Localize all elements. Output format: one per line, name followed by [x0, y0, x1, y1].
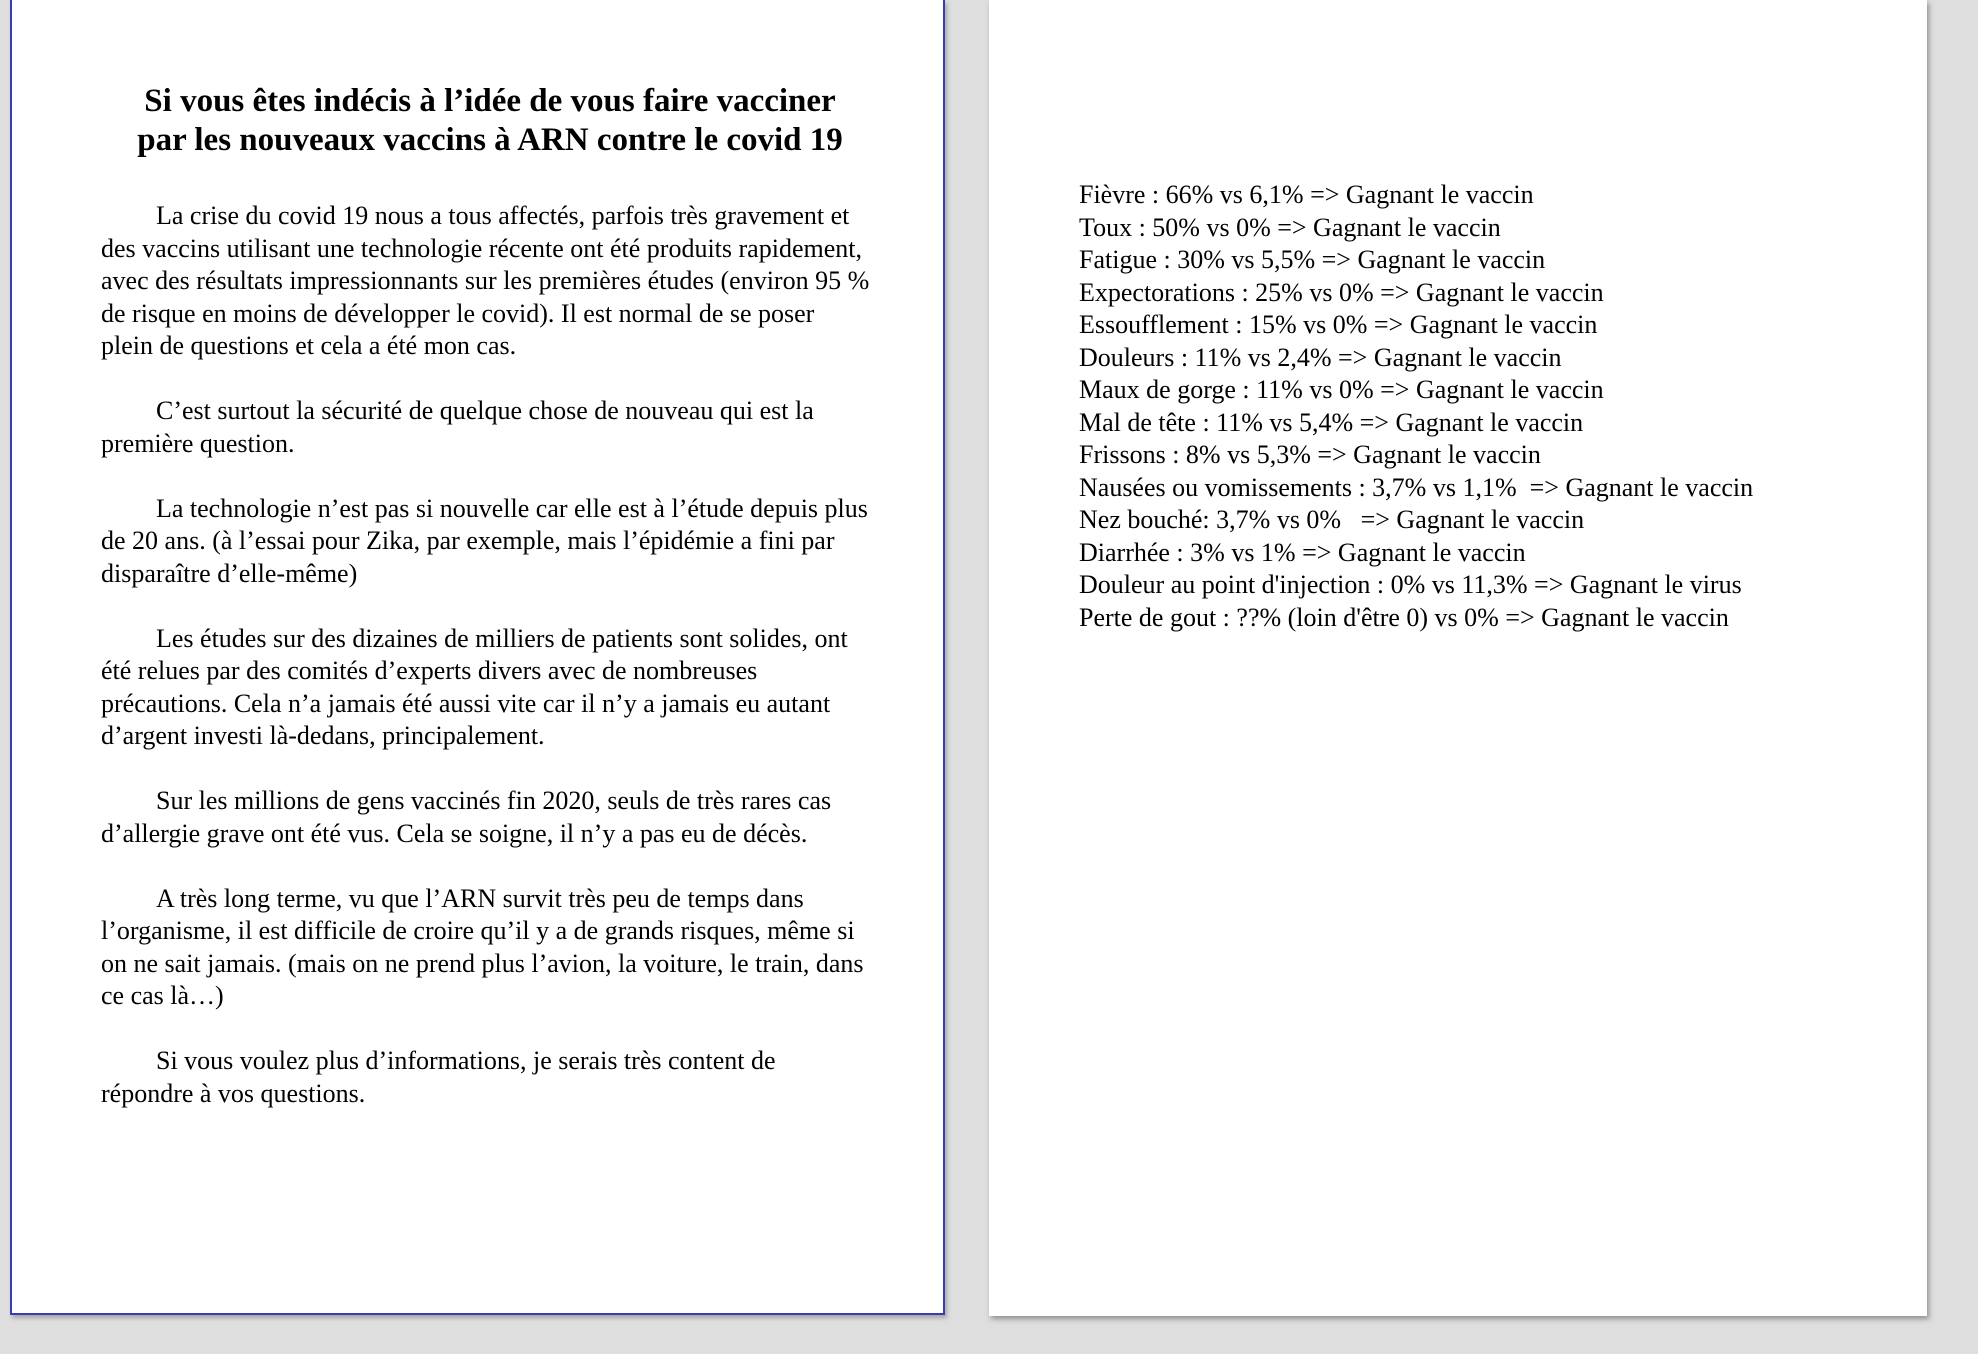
- list-item: Fatigue : 30% vs 5,5% => Gagnant le vaccin: [1079, 245, 1546, 274]
- list-item: Expectorations : 25% vs 0% => Gagnant le vaccin: [1079, 277, 1604, 307]
- list-item: Douleur au point d'injection : 0% vs 11,3% => Gagnant le virus: [1079, 570, 1742, 599]
- paragraph-contact: Si vous voulez plus d’informations, je serais très content de répondre à vos questions.: [101, 1046, 776, 1108]
- symptom-comparison-list: [1079, 179, 1899, 634]
- list-item: Douleurs : 11% vs 2,4% => Gagnant le vaccin: [1079, 342, 1562, 372]
- list-item: Maux de gorge : 11% vs 0% => Gagnant le vaccin: [1079, 375, 1604, 404]
- list-item: Toux : 50% vs 0% => Gagnant le vaccin: [1079, 212, 1501, 242]
- list-item: Perte de gout : ??% (loin d'être 0) vs 0% => Gagnant le vaccin: [1079, 602, 1729, 632]
- list-item: Nez bouché: 3,7% vs 0% => Gagnant le vaccin: [1079, 505, 1585, 534]
- list-item: Frissons : 8% vs 5,3% => Gagnant le vaccin: [1079, 440, 1541, 469]
- paragraph-covid-crisis: La crise du covid 19 nous a tous affectés, parfois très gravement et des vaccins utilisant une technologie récente ont été produits rapidement, avec des résultats impressionnants sur les premières études (environ 95 % de risque en moins de développer le covid). Il est normal de se poser plein de questions et cela a été mon cas.: [101, 201, 870, 360]
- title-line: Si vous êtes indécis à l’idée de vous faire vacciner: [144, 83, 836, 119]
- paragraph-long-term: A très long terme, vu que l’ARN survit très peu de temps dans l’organisme, il est difficile de croire qu’il y a de grands risques, même si on ne sait jamais. (mais on ne prend plus l’avion, la voiture, le train, dans ce cas là…): [101, 883, 864, 1010]
- list-item: Nausées ou vomissements : 3,7% vs 1,1% => Gagnant le vaccin: [1079, 472, 1754, 502]
- list-item: Diarrhée : 3% vs 1% => Gagnant le vaccin: [1079, 537, 1526, 567]
- title-line: par les nouveaux vaccins à ARN contre le covid 19: [137, 122, 843, 158]
- document-title: [100, 82, 880, 160]
- document-page-right: [989, 0, 1927, 1316]
- paragraph-vaccinated-millions: Sur les millions de gens vaccinés fin 2020, seuls de très rares cas d’allergie grave ont été vus. Cela se soigne, il n’y a pas eu de décès.: [101, 786, 832, 848]
- paragraph-technology: La technologie n’est pas si nouvelle car elle est à l’étude depuis plus de 20 ans. (à l’essai pour Zika, par exemple, mais l’épidémie a fini par disparaître d’elle-même): [101, 493, 868, 588]
- paragraph-studies: Les études sur des dizaines de milliers de patients sont solides, ont été relues par des comités d’experts divers avec de nombreuses précautions. Cela n’a jamais été aussi vite car il n’y a jamais eu autant d’argent investi là-dedans, principalement.: [101, 623, 848, 750]
- document-page-left: [10, 0, 945, 1315]
- list-item: Essoufflement : 15% vs 0% => Gagnant le vaccin: [1079, 310, 1598, 339]
- paragraph-safety-question: C’est surtout la sécurité de quelque chose de nouveau qui est la première question.: [101, 396, 814, 458]
- list-item: Fièvre : 66% vs 6,1% => Gagnant le vaccin: [1079, 180, 1534, 209]
- document-body: [101, 200, 871, 1143]
- list-item: Mal de tête : 11% vs 5,4% => Gagnant le vaccin: [1079, 407, 1584, 437]
